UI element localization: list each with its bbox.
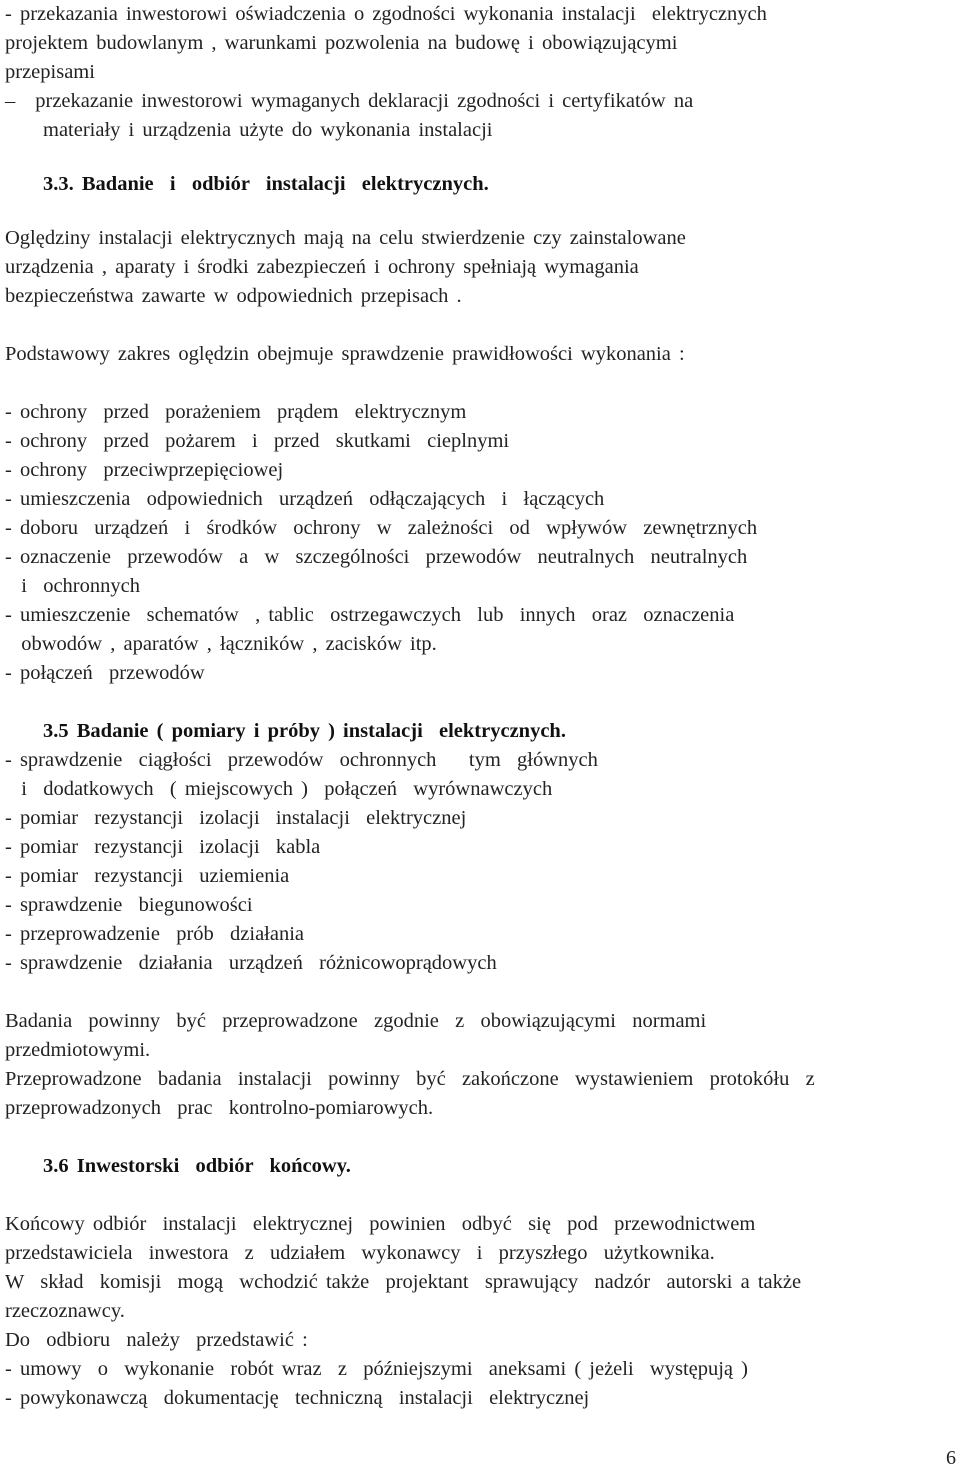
list-item: i ochronnych [5, 575, 140, 597]
intro-item-2-text: przekazanie inwestorowi wymaganych deklaracji zgodności i certyfikatów na [35, 90, 694, 112]
list-item: - ochrony przed porażeniem prądem elektrycznym [5, 401, 467, 423]
section-3-6-para-2-line-2: rzeczoznawcy. [5, 1300, 125, 1322]
list-item: - sprawdzenie biegunowości [5, 894, 253, 916]
list-item: - sprawdzenie działania urządzeń różnicowoprądowych [5, 952, 497, 974]
section-3-3-para-line-1: Oględziny instalacji elektrycznych mają na celu stwierdzenie czy zainstalowane [5, 227, 686, 249]
document-page [5, 0, 955, 1413]
list-item: - przeprowadzenie prób działania [5, 923, 305, 945]
section-3-5-para-1-line-1: Badania powinny być przeprowadzone zgodnie z obowiązującymi normami [5, 1010, 707, 1032]
section-3-5-para-1-line-2: przedmiotowymi. [5, 1039, 151, 1061]
list-item: - umieszczenie schematów , tablic ostrzegawczych lub innych oraz oznaczenia [5, 604, 735, 626]
list-item: - powykonawczą dokumentację techniczną instalacji elektrycznej [5, 1387, 590, 1409]
section-3-6-para-1-line-2: przedstawiciela inwestora z udziałem wykonawcy i przyszłego użytkownika. [5, 1242, 715, 1264]
section-3-5-para-2-line-2: przeprowadzonych prac kontrolno-pomiarowych. [5, 1097, 434, 1119]
list-item: - pomiar rezystancji uziemienia [5, 865, 290, 887]
intro-item-1-line-1: - przekazania inwestorowi oświadczenia o zgodności wykonania instalacji elektrycznych [5, 3, 767, 25]
section-3-6-docs-intro: Do odbioru należy przedstawić : [5, 1329, 308, 1351]
list-item: - pomiar rezystancji izolacji kabla [5, 836, 321, 858]
list-item: - umowy o wykonanie robót wraz z późniejszymi aneksami ( jeżeli występują ) [5, 1358, 748, 1380]
list-item: - umieszczenia odpowiednich urządzeń odłączających i łączących [5, 488, 605, 510]
section-3-3-scope-intro: Podstawowy zakres oględzin obejmuje sprawdzenie prawidłowości wykonania : [5, 343, 685, 365]
list-item: obwodów , aparatów , łączników , zacisków itp. [5, 633, 437, 655]
section-3-5-heading: 3.5 Badanie ( pomiary i próby ) instalacji elektrycznych. [43, 720, 566, 742]
intro-item-2-line-1 [5, 87, 955, 116]
list-item: - pomiar rezystancji izolacji instalacji elektrycznej [5, 807, 467, 829]
section-3-6-para-1-line-1: Końcowy odbiór instalacji elektrycznej powinien odbyć się pod przewodnictwem [5, 1213, 756, 1235]
list-item: - doboru urządzeń i środków ochrony w zależności od wpływów zewnętrznych [5, 517, 758, 539]
list-item: - oznaczenie przewodów a w szczególności przewodów neutralnych neutralnych [5, 546, 748, 568]
list-item: - ochrony przed pożarem i przed skutkami cieplnymi [5, 430, 510, 452]
section-3-6-para-2-line-1: W skład komisji mogą wchodzić także projektant sprawujący nadzór autorski a także [5, 1271, 802, 1293]
section-3-3-para-line-2: urządzenia , aparaty i środki zabezpieczeń i ochrony spełniają wymagania [5, 256, 639, 278]
list-item: i dodatkowych ( miejscowych ) połączeń wyrównawczych [5, 778, 553, 800]
intro-item-1-line-2: projektem budowlanym , warunkami pozwolenia na budowę i obowiązującymi [5, 32, 678, 54]
intro-item-1-line-3: przepisami [5, 61, 95, 83]
list-item: - sprawdzenie ciągłości przewodów ochronnych tym głównych [5, 749, 598, 771]
section-3-3-heading: 3.3. Badanie i odbiór instalacji elektrycznych. [43, 173, 489, 195]
list-item: - połączeń przewodów [5, 662, 205, 684]
section-3-3-para-line-3: bezpieczeństwa zawarte w odpowiednich przepisach . [5, 285, 462, 307]
list-item: - ochrony przeciwprzepięciowej [5, 459, 284, 481]
dash-bullet: – [5, 90, 16, 112]
section-3-5-para-2-line-1: Przeprowadzone badania instalacji powinny być zakończone wystawieniem protokółu z [5, 1068, 815, 1090]
section-3-6-heading: 3.6 Inwestorski odbiór końcowy. [43, 1155, 351, 1177]
intro-item-2-line-2: materiały i urządzenia użyte do wykonania instalacji [43, 119, 493, 141]
page-number: 6 [946, 1447, 956, 1469]
